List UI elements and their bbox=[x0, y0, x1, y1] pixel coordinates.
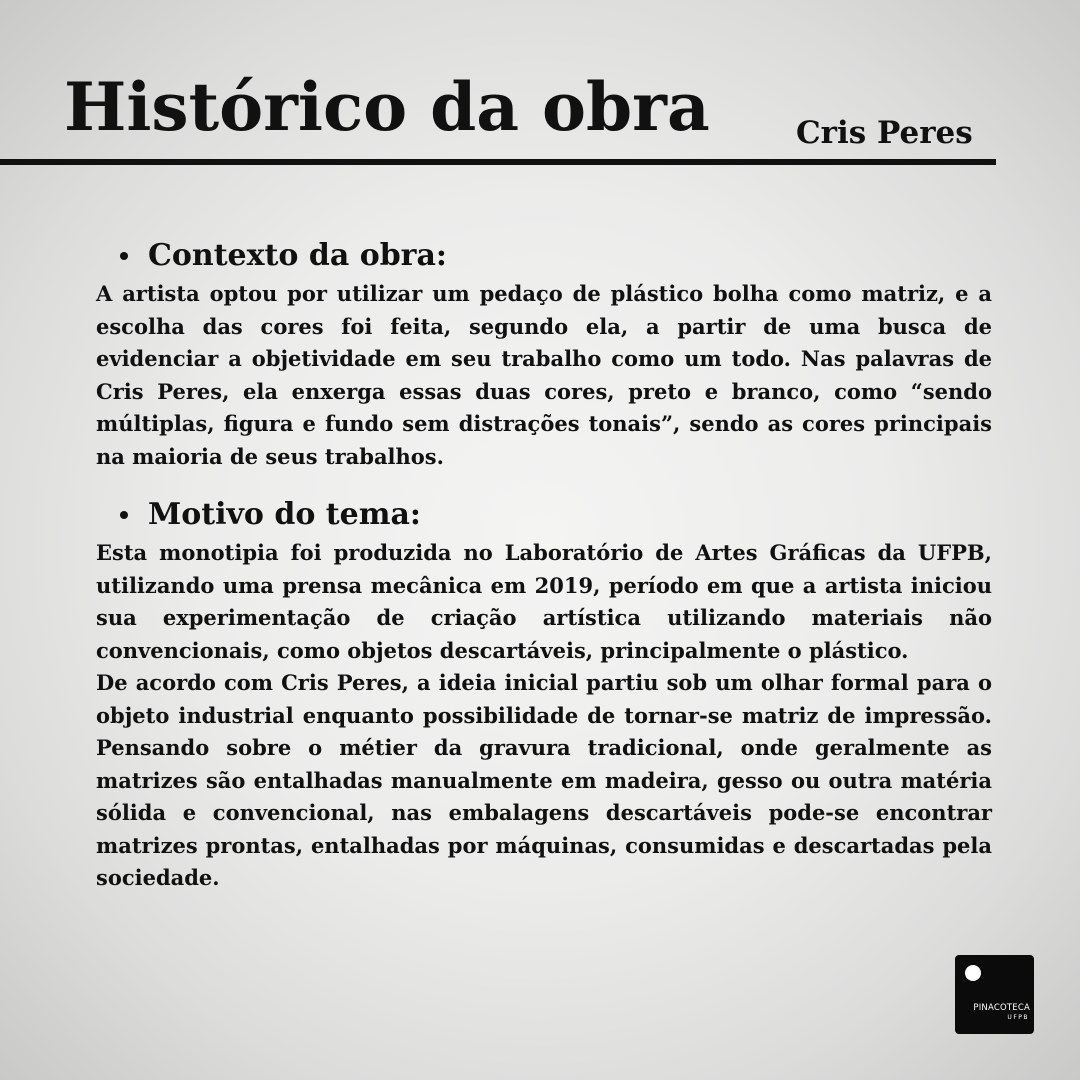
page-title: Histórico da obra bbox=[64, 68, 710, 146]
logo-name: PINACOTECA bbox=[973, 1003, 1030, 1013]
section-heading-text: Contexto da obra: bbox=[148, 238, 448, 273]
title-underline bbox=[0, 159, 996, 165]
circle-icon bbox=[965, 965, 981, 981]
section-heading-text: Motivo do tema: bbox=[148, 497, 421, 532]
logo-subtitle: UFPB bbox=[1007, 1014, 1029, 1021]
paragraph: De acordo com Cris Peres, a ideia inicial partiu sob um olhar formal para o objeto industrial enquanto possibilidade de tornar-se matriz de impressão. Pensando sobre o métier da gravura tradicional, onde geralmente as matrizes são entalhadas manualmente em madeira, gesso ou outra matéria sólida e convencional, nas embalagens descartáveis pode-se encontrar matrizes prontas, entalhadas por máquinas, consumidas e descartadas pela sociedade. bbox=[96, 670, 992, 890]
section-heading bbox=[120, 495, 992, 535]
document-body bbox=[96, 236, 992, 895]
paragraph: A artista optou por utilizar um pedaço de plástico bolha como matriz, e a escolha das cores foi feita, segundo ela, a partir de uma busca de evidenciar a objetividade em seu trabalho como um todo. Nas palavras de Cris Peres, ela enxerga essas duas cores, preto e branco, como “sendo múltiplas, figura e fundo sem distrações tonais”, sendo as cores principais na maioria de seus trabalhos. bbox=[96, 281, 992, 469]
section-contexto bbox=[96, 236, 992, 473]
bullet-icon bbox=[120, 511, 128, 519]
author-name: Cris Peres bbox=[796, 115, 973, 151]
paragraph: Esta monotipia foi produzida no Laboratório de Artes Gráficas da UFPB, utilizando uma prensa mecânica em 2019, período em que a artista iniciou sua experimentação de criação artística utilizando materiais não convencionais, como objetos descartáveis, principalmente o plástico. bbox=[96, 540, 992, 663]
bullet-icon bbox=[120, 252, 128, 260]
pinacoteca-logo bbox=[955, 955, 1034, 1034]
section-motivo bbox=[96, 495, 992, 895]
section-heading bbox=[120, 236, 992, 276]
